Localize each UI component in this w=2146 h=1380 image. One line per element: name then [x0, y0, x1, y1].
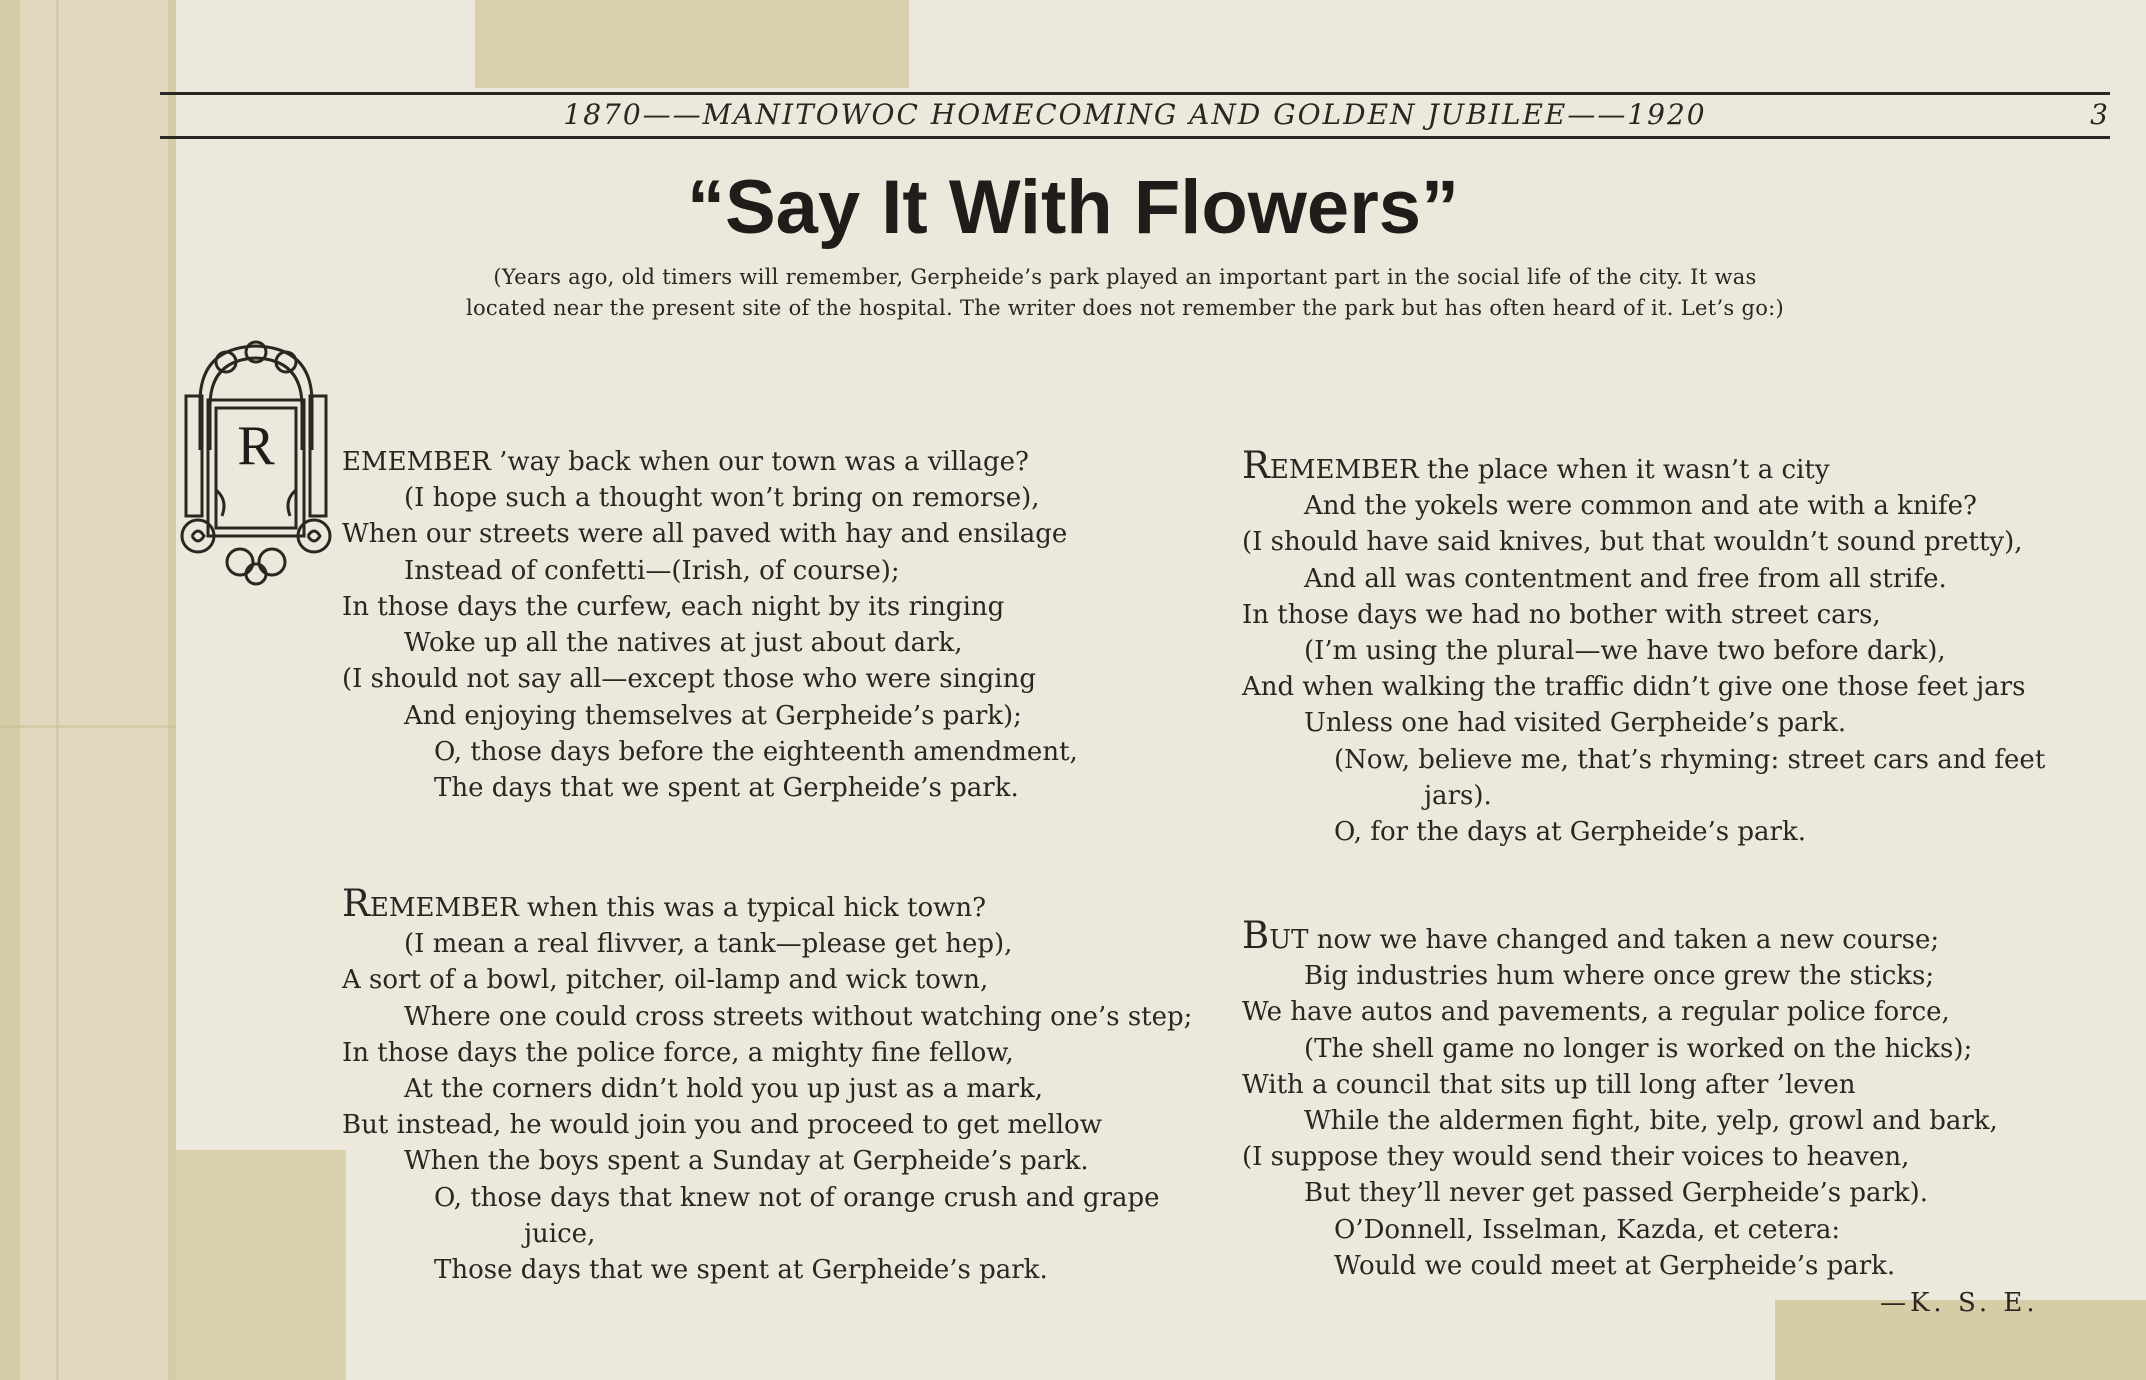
- poem-line: Instead of confetti—(Irish, of course);: [404, 555, 900, 586]
- intro-note: [380, 262, 1870, 324]
- stanza-initial: B: [1242, 914, 1270, 957]
- poem-line: A sort of a bowl, pitcher, oil-lamp and wick town,: [342, 965, 989, 996]
- stanza-initial: R: [1242, 444, 1270, 487]
- paper-crease: [0, 725, 176, 728]
- poem-line: (Now, believe me, that’s rhyming: street cars and feet: [1334, 744, 2046, 775]
- header-rule-top: [160, 92, 2110, 95]
- intro-line: located near the present site of the hospital. The writer does not remember the park but has often heard of it. Let’s go:): [465, 296, 1785, 320]
- poem-line: When our streets were all paved with hay and ensilage: [342, 519, 1068, 550]
- paper-tape-strip: [176, 1150, 346, 1380]
- poem-line: (The shell game no longer is worked on the hicks);: [1304, 1033, 1973, 1064]
- poem-line: In those days the police force, a mighty fine fellow,: [342, 1037, 1014, 1068]
- poem-line: O, those days that knew not of orange crush and grape: [434, 1182, 1160, 1213]
- poem-line: And enjoying themselves at Gerpheide’s park);: [404, 700, 1022, 731]
- poem-line: At the corners didn’t hold you up just as a mark,: [404, 1074, 1043, 1105]
- poem-line: Big industries hum where once grew the sticks;: [1304, 961, 1935, 992]
- poem-line: And all was contentment and free from all strife.: [1304, 563, 1947, 594]
- poem-line: Woke up all the natives at just about dark,: [404, 628, 963, 659]
- poem-line: We have autos and pavements, a regular police force,: [1242, 997, 1950, 1028]
- poem-line: (I should have said knives, but that wouldn’t sound pretty),: [1242, 527, 2023, 558]
- poem-line: (I’m using the plural—we have two before dark),: [1304, 636, 1946, 667]
- poem-line: In those days the curfew, each night by its ringing: [342, 592, 1005, 622]
- poem-line: Would we could meet at Gerpheide’s park.: [1334, 1250, 1896, 1281]
- poem-line: And when walking the traffic didn’t give one those feet jars: [1242, 672, 2026, 703]
- poem-line: jars).: [1424, 780, 1492, 811]
- poem-line: (I hope such a thought won’t bring on remorse),: [404, 483, 1040, 514]
- stanza-1-cont: [342, 589, 1078, 806]
- poem-line: But they’ll never get passed Gerpheide’s park).: [1304, 1178, 1929, 1209]
- poem-line: Unless one had visited Gerpheide’s park.: [1304, 708, 1847, 739]
- drop-cap-letter: R: [237, 415, 275, 477]
- running-header: [160, 97, 2110, 133]
- poem-line: With a council that sits up till long after ’leven: [1242, 1069, 1856, 1100]
- poem-line: (I mean a real flivver, a tank—please get hep),: [404, 929, 1013, 960]
- stanza-4: [1242, 914, 1998, 1284]
- poem-line-text: EMEMBER when this was a typical hick town?: [369, 893, 987, 923]
- poem-line: Where one could cross streets without watching one’s step;: [404, 1001, 1193, 1032]
- poem-line: And the yokels were common and ate with a knife?: [1304, 491, 1977, 522]
- running-title: 1870——MANITOWOC HOMECOMING AND GOLDEN JUBILEE——1920: [563, 98, 1707, 131]
- poem-line: (I suppose they would send their voices to heaven,: [1242, 1142, 1910, 1173]
- poem-line: O, for the days at Gerpheide’s park.: [1334, 817, 1806, 848]
- poem-line: [1242, 914, 1998, 958]
- poem-line: [1242, 444, 2045, 488]
- stanza-1: [342, 444, 1067, 589]
- page-number: 3: [2090, 98, 2110, 131]
- poem-line: While the aldermen fight, bite, yelp, growl and bark,: [1304, 1106, 1998, 1137]
- poem-line: But instead, he would join you and proceed to get mellow: [342, 1110, 1102, 1141]
- poem-line: EMEMBER ’way back when our town was a village?: [342, 447, 1029, 477]
- poem-line: Those days that we spent at Gerpheide’s park.: [434, 1255, 1048, 1286]
- stanza-initial: R: [342, 882, 370, 925]
- intro-line: (Years ago, old timers will remember, Gerpheide’s park played an important part in the social life of the city. It was: [493, 265, 1757, 289]
- poem-line: In those days we had no bother with street cars,: [1242, 599, 1881, 630]
- paper-tape-strip: [475, 0, 909, 88]
- stanza-2: [342, 882, 1193, 1288]
- author-signature: —K. S. E.: [1880, 1288, 2039, 1318]
- poem-line: When the boys spent a Sunday at Gerpheide’s park.: [404, 1146, 1089, 1177]
- poem-line: (I should not say all—except those who were singing: [342, 664, 1037, 695]
- poem-line-text: EMEMBER the place when it wasn’t a city: [1269, 455, 1830, 485]
- header-rule-bottom: [160, 136, 2110, 139]
- ornamental-drop-cap: [178, 340, 334, 586]
- poem-line: O’Donnell, Isselman, Kazda, et cetera:: [1334, 1214, 1841, 1245]
- poem-line: O, those days before the eighteenth amendment,: [434, 736, 1078, 767]
- stanza-3: [1242, 444, 2046, 850]
- poem-line-text: UT now we have changed and taken a new course;: [1269, 925, 1940, 955]
- poem-line: juice,: [524, 1218, 596, 1249]
- poem-line: [342, 882, 1192, 926]
- page-title: “Say It With Flowers”: [686, 165, 1460, 250]
- poem-line: The days that we spent at Gerpheide’s park.: [434, 773, 1019, 804]
